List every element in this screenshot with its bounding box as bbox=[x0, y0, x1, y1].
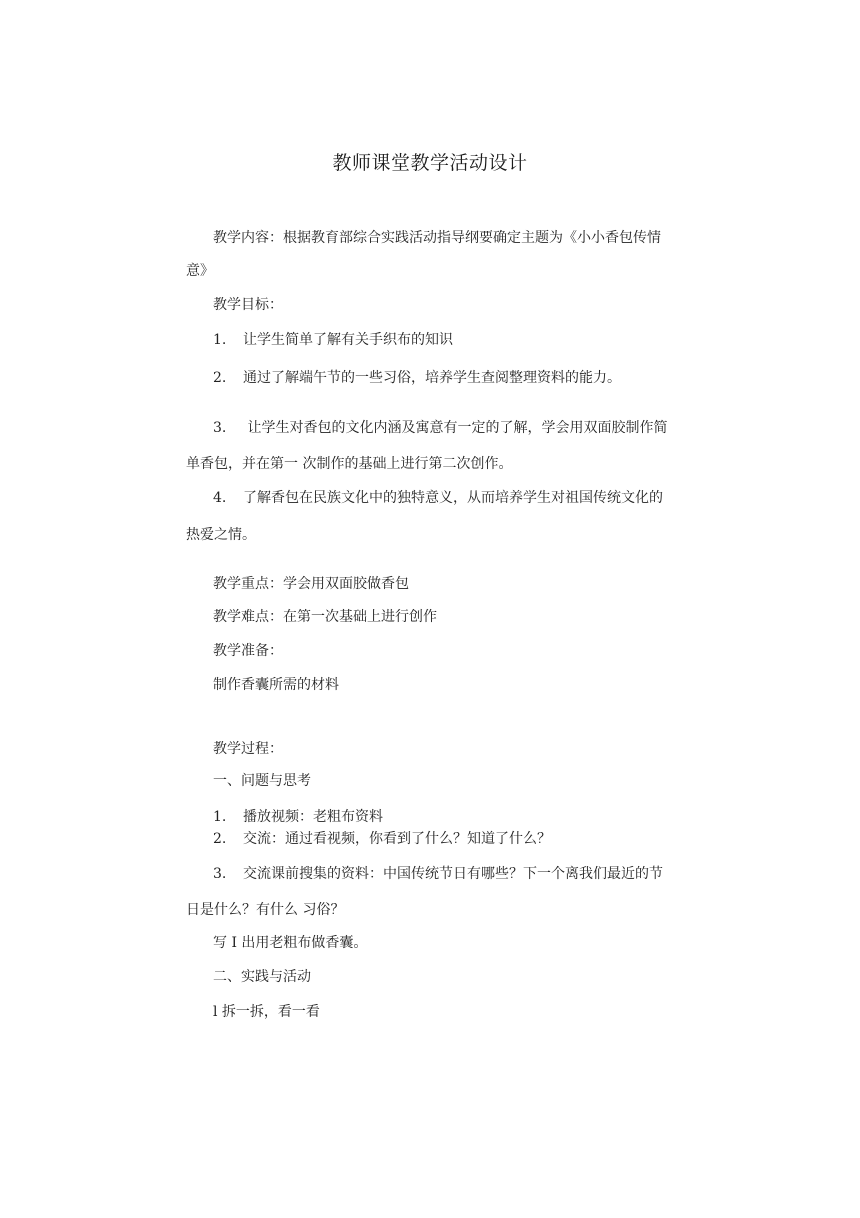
objective-text: 通过了解端午节的一些习俗，培养学生查阅整理资料的能力。 bbox=[243, 370, 621, 386]
difficulty: 教学难点：在第一次基础上进行创作 bbox=[213, 609, 437, 625]
objective-item-1 bbox=[213, 331, 453, 349]
objectives-label: 教学目标： bbox=[213, 297, 283, 313]
objective-item-3 bbox=[213, 419, 667, 437]
process-item-3-continued: 日是什么？有什么 习俗？ bbox=[186, 902, 345, 918]
section-2-heading: 二、实践与活动 bbox=[213, 969, 311, 985]
process-text: 交流：通过看视频，你看到了什么？知道了什么？ bbox=[243, 831, 551, 847]
process-note: 写 I 出用老粗布做香囊。 bbox=[213, 935, 368, 951]
process-number: 3. bbox=[213, 866, 227, 882]
content-label: 教学内容： bbox=[213, 230, 283, 246]
content-line-1 bbox=[213, 229, 661, 247]
objective-number: 1. bbox=[213, 332, 227, 348]
section-1-heading: 一、问题与思考 bbox=[213, 773, 311, 789]
process-text: 交流课前搜集的资料：中国传统节日有哪些？下一个离我们最近的节 bbox=[243, 866, 663, 882]
key-point: 教学重点：学会用双面胶做香包 bbox=[213, 576, 409, 592]
preparation-label: 教学准备： bbox=[213, 643, 283, 659]
objective-text: 让学生简单了解有关手织布的知识 bbox=[243, 332, 453, 348]
objective-text: 了解香包在民族文化中的独特意义，从而培养学生对祖国传统文化的 bbox=[243, 490, 663, 506]
process-label: 教学过程： bbox=[213, 741, 283, 757]
objective-item-4 bbox=[213, 489, 663, 507]
process-item-3 bbox=[213, 865, 663, 883]
objective-text: 让学生对香包的文化内涵及寓意有一定的了解，学会用双面胶制作简 bbox=[243, 420, 668, 436]
objective-item-4-continued: 热爱之情。 bbox=[186, 527, 256, 543]
objective-item-2 bbox=[213, 369, 621, 387]
page-title: 教师课堂教学活动设计 bbox=[332, 152, 528, 174]
content-line-2: 意》 bbox=[186, 263, 214, 279]
content-text: 根据教育部综合实践活动指导纲要确定主题为《小小香包传情 bbox=[283, 230, 661, 246]
process-item-1 bbox=[213, 808, 383, 826]
objective-number: 2. bbox=[213, 370, 227, 386]
process-number: 1. bbox=[213, 809, 227, 825]
objective-item-3-continued: 单香包，并在第一 次制作的基础上进行第二次创作。 bbox=[186, 456, 513, 472]
process-number: 2. bbox=[213, 831, 227, 847]
process-item-2 bbox=[213, 830, 551, 848]
preparation-text: 制作香囊所需的材料 bbox=[213, 677, 339, 693]
process-text: 播放视频：老粗布资料 bbox=[243, 809, 383, 825]
objective-number: 4. bbox=[213, 490, 227, 506]
objective-number: 3. bbox=[213, 420, 227, 436]
section-2-subitem: l 拆一拆，看一看 bbox=[213, 1004, 320, 1020]
